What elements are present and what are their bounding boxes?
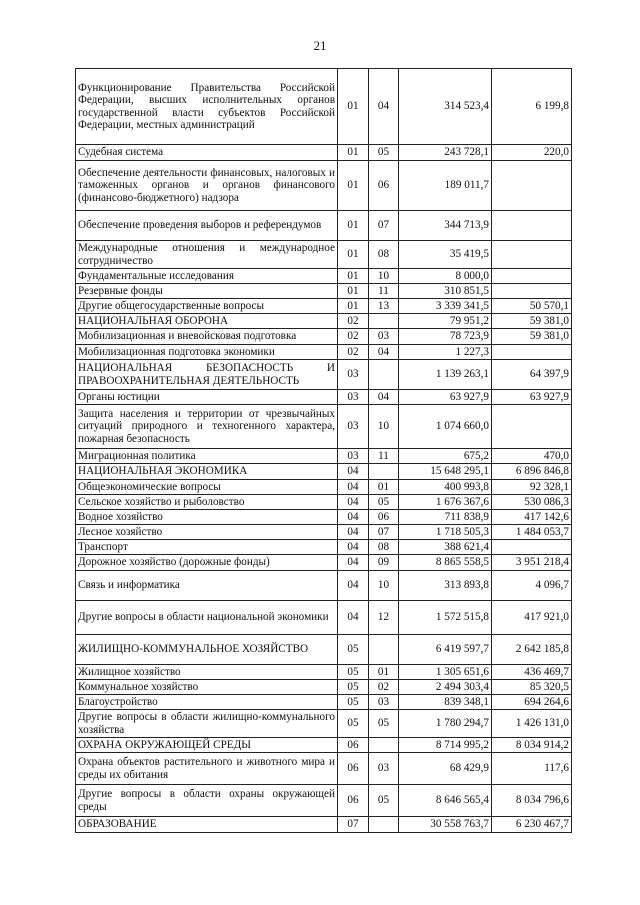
table-row <box>76 495 572 510</box>
row-value-1: 78 723,9 <box>399 329 492 345</box>
row-value-1: 189 011,7 <box>399 161 492 211</box>
row-section-code: 02 <box>338 329 369 345</box>
table-row <box>76 665 572 680</box>
row-value-2: 8 034 914,2 <box>492 738 572 753</box>
row-value-2: 1 484 053,7 <box>492 525 572 540</box>
row-subsection-code: 06 <box>369 510 399 525</box>
row-section-code: 05 <box>338 635 369 665</box>
row-value-2: 6 199,8 <box>492 69 572 145</box>
row-name: Лесное хозяйство <box>76 525 338 540</box>
row-section-code: 01 <box>338 241 369 269</box>
row-value-1: 30 558 763,7 <box>399 817 492 833</box>
row-name: Водное хозяйство <box>76 510 338 525</box>
table-row <box>76 69 572 145</box>
row-value-1: 6 419 597,7 <box>399 635 492 665</box>
row-name: Другие общегосударственные вопросы <box>76 299 338 314</box>
row-value-1: 1 139 263,1 <box>399 360 492 390</box>
table-row <box>76 269 572 284</box>
table-row <box>76 161 572 211</box>
table-row <box>76 211 572 241</box>
row-section-code: 02 <box>338 345 369 360</box>
row-value-2: 59 381,0 <box>492 314 572 329</box>
row-name: Мобилизационная и вневойсковая подготовка <box>76 329 338 345</box>
row-subsection-code: 06 <box>369 161 399 211</box>
page-number: 21 <box>313 38 327 53</box>
row-section-code: 03 <box>338 390 369 405</box>
row-subsection-code: 05 <box>369 495 399 510</box>
row-value-1: 1 676 367,6 <box>399 495 492 510</box>
row-subsection-code: 12 <box>369 601 399 635</box>
row-value-1: 8 865 558,5 <box>399 555 492 571</box>
row-section-code: 01 <box>338 69 369 145</box>
row-section-code: 01 <box>338 269 369 284</box>
row-name: Общеэкономические вопросы <box>76 480 338 495</box>
table-row <box>76 449 572 464</box>
row-name: Другие вопросы в области охраны окружающей среды <box>76 785 338 817</box>
row-value-2: 8 034 796,6 <box>492 785 572 817</box>
table-row <box>76 145 572 161</box>
row-value-2: 4 096,7 <box>492 571 572 601</box>
row-value-1: 8 714 995,2 <box>399 738 492 753</box>
row-value-1: 711 838,9 <box>399 510 492 525</box>
row-subsection-code: 07 <box>369 525 399 540</box>
row-value-1: 63 927,9 <box>399 390 492 405</box>
row-name: ОБРАЗОВАНИЕ <box>76 817 338 833</box>
row-value-1: 400 993,8 <box>399 480 492 495</box>
row-value-2: 117,6 <box>492 753 572 785</box>
row-section-code: 05 <box>338 710 369 738</box>
table-row <box>76 540 572 555</box>
row-subsection-code: 03 <box>369 753 399 785</box>
row-value-1: 15 648 295,1 <box>399 464 492 480</box>
row-subsection-code: 05 <box>369 710 399 738</box>
row-name: НАЦИОНАЛЬНАЯ БЕЗОПАСНОСТЬ И ПРАВООХРАНИТЕЛЬНАЯ ДЕЯТЕЛЬНОСТЬ <box>76 360 338 390</box>
row-name: Органы юстиции <box>76 390 338 405</box>
row-section-code: 07 <box>338 817 369 833</box>
row-section-code: 05 <box>338 695 369 710</box>
row-value-1: 8 000,0 <box>399 269 492 284</box>
row-value-1: 314 523,4 <box>399 69 492 145</box>
row-value-1: 839 348,1 <box>399 695 492 710</box>
table-row <box>76 525 572 540</box>
row-name: Обеспечение деятельности финансовых, налоговых и таможенных органов и органов финансового (финансово-бюджетного) надзора <box>76 161 338 211</box>
table-row <box>76 738 572 753</box>
row-subsection-code: 10 <box>369 571 399 601</box>
table-row <box>76 314 572 329</box>
row-name: Функционирование Правительства Российской Федерации, высших исполнительных органов государственной власти субъектов Российской Федерации, местных администраций <box>76 69 338 145</box>
row-subsection-code: 05 <box>369 145 399 161</box>
row-value-1: 3 339 341,5 <box>399 299 492 314</box>
row-value-2 <box>492 284 572 299</box>
row-subsection-code <box>369 464 399 480</box>
row-value-2: 3 951 218,4 <box>492 555 572 571</box>
row-section-code: 01 <box>338 211 369 241</box>
row-value-2: 417 921,0 <box>492 601 572 635</box>
row-value-1: 8 646 565,4 <box>399 785 492 817</box>
row-value-1: 310 851,5 <box>399 284 492 299</box>
row-section-code: 04 <box>338 540 369 555</box>
row-section-code: 05 <box>338 680 369 695</box>
row-subsection-code: 07 <box>369 211 399 241</box>
row-value-2: 220,0 <box>492 145 572 161</box>
table-row <box>76 710 572 738</box>
row-value-2 <box>492 269 572 284</box>
row-value-1: 1 305 651,6 <box>399 665 492 680</box>
row-subsection-code: 01 <box>369 665 399 680</box>
row-value-1: 675,2 <box>399 449 492 464</box>
row-subsection-code: 04 <box>369 345 399 360</box>
row-subsection-code <box>369 635 399 665</box>
row-subsection-code <box>369 738 399 753</box>
row-value-1: 79 951,2 <box>399 314 492 329</box>
row-section-code: 03 <box>338 449 369 464</box>
row-subsection-code: 01 <box>369 480 399 495</box>
row-section-code: 04 <box>338 525 369 540</box>
row-value-2 <box>492 211 572 241</box>
table-row <box>76 695 572 710</box>
row-value-2 <box>492 161 572 211</box>
row-value-1: 313 893,8 <box>399 571 492 601</box>
row-value-2: 530 086,3 <box>492 495 572 510</box>
table-row <box>76 571 572 601</box>
row-section-code: 04 <box>338 601 369 635</box>
budget-table <box>75 68 572 833</box>
table-row <box>76 284 572 299</box>
row-value-2: 85 320,5 <box>492 680 572 695</box>
table-row <box>76 464 572 480</box>
row-value-2 <box>492 405 572 449</box>
row-value-1: 35 419,5 <box>399 241 492 269</box>
row-section-code: 04 <box>338 464 369 480</box>
row-name: Сельское хозяйство и рыболовство <box>76 495 338 510</box>
row-value-1: 1 572 515,8 <box>399 601 492 635</box>
row-subsection-code: 08 <box>369 540 399 555</box>
table-row <box>76 635 572 665</box>
row-name: Коммунальное хозяйство <box>76 680 338 695</box>
row-name: Охрана объектов растительного и животного мира и среды их обитания <box>76 753 338 785</box>
row-section-code: 04 <box>338 510 369 525</box>
row-value-2: 6 230 467,7 <box>492 817 572 833</box>
row-value-1: 1 227,3 <box>399 345 492 360</box>
row-subsection-code <box>369 360 399 390</box>
row-name: Судебная система <box>76 145 338 161</box>
row-name: ОХРАНА ОКРУЖАЮЩЕЙ СРЕДЫ <box>76 738 338 753</box>
table-row <box>76 753 572 785</box>
row-subsection-code: 09 <box>369 555 399 571</box>
row-name: НАЦИОНАЛЬНАЯ ОБОРОНА <box>76 314 338 329</box>
row-subsection-code: 02 <box>369 680 399 695</box>
table-row <box>76 785 572 817</box>
row-value-1: 344 713,9 <box>399 211 492 241</box>
row-section-code: 04 <box>338 495 369 510</box>
row-subsection-code: 04 <box>369 390 399 405</box>
row-name: Дорожное хозяйство (дорожные фонды) <box>76 555 338 571</box>
row-subsection-code: 03 <box>369 329 399 345</box>
row-value-2: 2 642 185,8 <box>492 635 572 665</box>
row-value-2: 50 570,1 <box>492 299 572 314</box>
table-row <box>76 510 572 525</box>
row-name: Обеспечение проведения выборов и референдумов <box>76 211 338 241</box>
row-subsection-code: 03 <box>369 695 399 710</box>
table-row <box>76 555 572 571</box>
table-row <box>76 480 572 495</box>
row-value-2: 59 381,0 <box>492 329 572 345</box>
row-name: НАЦИОНАЛЬНАЯ ЭКОНОМИКА <box>76 464 338 480</box>
row-name: Защита населения и территории от чрезвычайных ситуаций природного и техногенного характера, пожарная безопасность <box>76 405 338 449</box>
row-value-1: 2 494 303,4 <box>399 680 492 695</box>
row-name: Другие вопросы в области жилищно-коммунального хозяйства <box>76 710 338 738</box>
row-value-2: 92 328,1 <box>492 480 572 495</box>
row-section-code: 06 <box>338 738 369 753</box>
row-section-code: 03 <box>338 360 369 390</box>
row-section-code: 01 <box>338 161 369 211</box>
row-subsection-code: 08 <box>369 241 399 269</box>
row-value-2 <box>492 241 572 269</box>
table-row <box>76 360 572 390</box>
row-value-1: 388 621,4 <box>399 540 492 555</box>
row-section-code: 06 <box>338 753 369 785</box>
row-name: Мобилизационная подготовка экономики <box>76 345 338 360</box>
table-row <box>76 405 572 449</box>
row-value-2 <box>492 540 572 555</box>
row-name: Фундаментальные исследования <box>76 269 338 284</box>
row-subsection-code: 11 <box>369 284 399 299</box>
row-value-2: 63 927,9 <box>492 390 572 405</box>
row-section-code: 06 <box>338 785 369 817</box>
row-name: Транспорт <box>76 540 338 555</box>
table-row <box>76 299 572 314</box>
row-name: Миграционная политика <box>76 449 338 464</box>
row-section-code: 01 <box>338 145 369 161</box>
row-name: Другие вопросы в области национальной экономики <box>76 601 338 635</box>
row-value-1: 1 074 660,0 <box>399 405 492 449</box>
row-section-code: 01 <box>338 284 369 299</box>
row-section-code: 01 <box>338 299 369 314</box>
row-section-code: 04 <box>338 480 369 495</box>
row-value-2: 1 426 131,0 <box>492 710 572 738</box>
row-value-2: 470,0 <box>492 449 572 464</box>
row-subsection-code: 13 <box>369 299 399 314</box>
row-subsection-code: 10 <box>369 405 399 449</box>
row-subsection-code <box>369 817 399 833</box>
row-section-code: 03 <box>338 405 369 449</box>
row-subsection-code: 05 <box>369 785 399 817</box>
row-value-2: 436 469,7 <box>492 665 572 680</box>
row-subsection-code: 10 <box>369 269 399 284</box>
table-row <box>76 817 572 833</box>
row-section-code: 02 <box>338 314 369 329</box>
table-row <box>76 680 572 695</box>
row-value-1: 1 718 505,3 <box>399 525 492 540</box>
row-subsection-code: 04 <box>369 69 399 145</box>
row-section-code: 04 <box>338 571 369 601</box>
row-section-code: 05 <box>338 665 369 680</box>
table-row <box>76 390 572 405</box>
row-value-2: 64 397,9 <box>492 360 572 390</box>
row-value-2: 417 142,6 <box>492 510 572 525</box>
row-name: ЖИЛИЩНО-КОММУНАЛЬНОЕ ХОЗЯЙСТВО <box>76 635 338 665</box>
budget-table-body <box>76 69 572 833</box>
row-name: Резервные фонды <box>76 284 338 299</box>
row-value-1: 243 728,1 <box>399 145 492 161</box>
row-section-code: 04 <box>338 555 369 571</box>
table-row <box>76 601 572 635</box>
row-name: Связь и информатика <box>76 571 338 601</box>
row-subsection-code <box>369 314 399 329</box>
row-value-2: 694 264,6 <box>492 695 572 710</box>
row-value-1: 1 780 294,7 <box>399 710 492 738</box>
row-value-2: 6 896 846,8 <box>492 464 572 480</box>
row-subsection-code: 11 <box>369 449 399 464</box>
table-row <box>76 329 572 345</box>
row-name: Благоустройство <box>76 695 338 710</box>
row-value-2 <box>492 345 572 360</box>
row-name: Международные отношения и международное сотрудничество <box>76 241 338 269</box>
table-row <box>76 241 572 269</box>
row-name: Жилищное хозяйство <box>76 665 338 680</box>
table-row <box>76 345 572 360</box>
row-value-1: 68 429,9 <box>399 753 492 785</box>
